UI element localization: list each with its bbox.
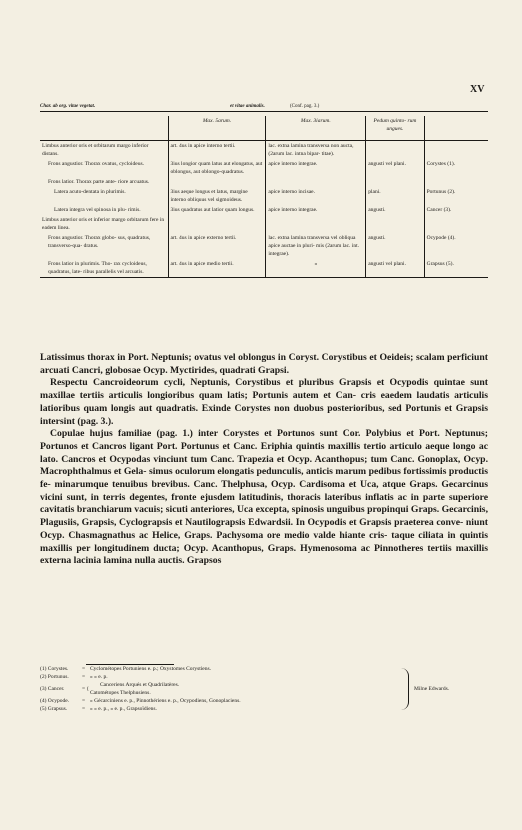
- footnote-text: Canceriens Arqués et Quadrilatères.: [100, 682, 180, 688]
- table-cell: 3ius longior quam latus aut elongatus, aut oblongus, aut oblongo-quadratus.: [168, 159, 266, 177]
- footnote-eq: =: [82, 666, 86, 672]
- table-cell: Latera integra vel spinosa in plu- rimis.: [54, 207, 141, 213]
- footnote-eq: = {: [82, 686, 90, 692]
- footnote-text: Catométopes Thelphusiens.: [90, 690, 151, 696]
- footnote-text: » » e. p.: [90, 674, 108, 680]
- footnote-number: (1) Corystes.: [40, 666, 69, 672]
- table-row: [40, 159, 488, 177]
- table-cell: Ocypode (4).: [424, 233, 488, 259]
- footnote-brace: [400, 668, 409, 710]
- table-cell: Cancer (3).: [424, 205, 488, 215]
- table-header: [424, 116, 488, 141]
- table-cell: apice interno integrae.: [266, 159, 366, 177]
- table-cell: [168, 215, 266, 233]
- footnote: [40, 673, 500, 681]
- paragraph: Copulae hujus familiae (pag. 1.) inter Corystes et Portunos sunt Cor. Polybius et Port. Neptunus; Portunos et Cancros ligant Port. Portunus et Canc. Eriphia quintis maxillis tertio articulo aeque longo ac lato. Cancros et Ocypodas vinciunt tum Canc. Trapezia et Ocyp. Acanthopus; tum Canc. Gonoplax, Ocyp. Macrophthalmus et Gela- simus oculorum elongatis pedunculis, anticis marum pedibus fortissimis productis fe- minarumque tenuibus brevibus. Canc. Thelphusa, Ocyp. Cardisoma et Uca, atque Graps. Gecarcinus vicini sunt, in terris degentes, fronte ejusdem latitudinis, thoracis lateribus inflatis ac in parte superiore cavitatis branchiarum vacuis; sicuti anteriores, Uca excepta, spinosis unguibus propinqui Graps. Gecarcinis, Plagusiis, Grapsis, Cyclograpsis et Nautilograpsis Edwardsii. In Ocypodis et Grapsis praeterea conve- niunt Ocyp. Chasmagnathus ac Helice, Graps. Pachysoma ore medio valde hiante cris- taque ciliata in quintis maxillis per longitudinem ducta; Ocyp. Acanthopus, Graps. Hymenosoma ac Pinnotheres tertiis maxillis externa lacinia lamina nulla auctis. Grapsos: [40, 428, 488, 567]
- footnote: [40, 705, 500, 713]
- paragraph: Latissimus thorax in Port. Neptunis; ovatus vel oblongus in Coryst. Corystibus et Oeideis; scalam perficiunt arcuati Cancri, globosae Ocyp. Myctirides, quadrati Grapsi.: [40, 352, 488, 376]
- table-header: Pedum quinto- rum ungues.: [366, 116, 424, 141]
- table-caption: [40, 104, 488, 112]
- page-number: XV: [470, 84, 485, 95]
- table-cell: art. 4us in apice medio tertii.: [168, 259, 266, 278]
- table-cell: Limbus anterior oris et inferior margo orbitarum fere in eadem linea.: [42, 217, 165, 231]
- footnote-number: (3) Cancer.: [40, 686, 65, 692]
- footnote: [40, 665, 500, 673]
- table-header: Max. 3iarum.: [266, 116, 366, 141]
- table-cell: Latera acuto-dentata in plurimis.: [54, 189, 126, 195]
- table-cell: [424, 141, 488, 160]
- table-cell: [366, 141, 424, 160]
- caption-mid: et vitae animalis.: [230, 104, 265, 109]
- body-text: [40, 352, 488, 568]
- footnote-eq: =: [82, 706, 86, 712]
- table-cell: [266, 215, 366, 233]
- table-cell: Frons angustior. Thorax ovatus, cycloideus.: [48, 161, 144, 167]
- table-cell: Frons latior in plurimis. Tho- rax cycloideus, quadratus, late- ribus parallelis vel arcuatis.: [40, 259, 168, 278]
- table-row: [40, 259, 488, 278]
- table-cell: angusti.: [366, 205, 424, 215]
- table-cell: Grapsus (5).: [424, 259, 488, 278]
- table-cell: Frons angustior. Thorax globo- sus, quadratus, transverso-qua- dratus.: [48, 235, 151, 249]
- caption-left: Char. ab org. vitae vegetat.: [40, 104, 96, 109]
- table-row: [40, 215, 488, 233]
- footnote-number: (5) Grapsus.: [40, 706, 68, 712]
- footnote-number: (4) Ocypode.: [40, 698, 70, 704]
- table-cell: art. 4us in apice interno tertii.: [168, 141, 266, 160]
- caption-conf: (Conf. pag. 3.): [290, 104, 320, 109]
- table-header-row: [40, 116, 488, 141]
- table-row: [40, 233, 488, 259]
- footnote-number: (2) Portunus.: [40, 674, 69, 680]
- table-row: [40, 141, 488, 160]
- table-cell: angusti.: [366, 233, 424, 259]
- footnote-eq: =: [82, 698, 86, 704]
- footnote-text: » » e. p., » e. p., Grapsoïdiens.: [90, 706, 157, 712]
- footnote-text: » Gécarciniens e. p., Pinnothériens e. p., Ocypodiens, Gonoplaciens.: [90, 698, 241, 704]
- footnote-eq: =: [82, 674, 86, 680]
- footnote: [40, 697, 500, 705]
- table-cell: 3ius quadratus aut latior quam longus.: [168, 205, 266, 215]
- table-header: [40, 116, 168, 141]
- table-cell: »: [266, 259, 366, 278]
- table-cell: [168, 177, 266, 187]
- table-cell: [366, 215, 424, 233]
- table-cell: [266, 177, 366, 187]
- table-cell: art. 4us in apice externo tertii.: [168, 233, 266, 259]
- table-cell: [424, 215, 488, 233]
- footnote-text: Cyclométopes Portuniens e. p.; Oxystomes Corystiens.: [90, 666, 211, 672]
- table-cell: plani.: [366, 187, 424, 205]
- table-cell: [366, 177, 424, 187]
- table-cell: Frons latior. Thorax parte ante- riore arcuatus.: [48, 179, 150, 185]
- table-cell: Corystes (1).: [424, 159, 488, 177]
- table-row: [40, 177, 488, 187]
- table-row: [40, 187, 488, 205]
- table-cell: lac. extna lamina transversa vel obliqua apice auctae in pluri- mis (2arum lac. int. integrae).: [266, 233, 366, 259]
- table-row: [40, 205, 488, 215]
- paragraph: Respectu Cancroideorum cycli, Neptunis, Corystibus et pluribus Grapsis et Ocypodis quintae sunt maxillae tertiis articulis longioribus quam latis; Portunis autem et Can- cris eaedem laudatis articulis latioribus quam longis aut quadratis. Exinde Corystes non duobus posterioribus, sed Portunis et Grapsis intersint (pag. 3.).: [40, 377, 488, 427]
- table-cell: 3ius aeque longus et latus, margine interno obliquus vel sigmoideus.: [168, 187, 266, 205]
- table-cell: apice interno integrae.: [266, 205, 366, 215]
- classification-table: [40, 116, 488, 278]
- table-cell: Limbus anterior oris et orbitarum margo inferior distans.: [42, 143, 149, 157]
- table-cell: [424, 177, 488, 187]
- table-cell: Portunus (2).: [424, 187, 488, 205]
- table-cell: angusti vel plani.: [366, 159, 424, 177]
- table-header: Max. 5arum.: [168, 116, 266, 141]
- table-cell: angusti vel plani.: [366, 259, 424, 278]
- table-cell: lac. extna lamina transversa non aucta, (2arum lac. intna bipar- titae).: [266, 141, 366, 160]
- footnote-author: Milne Edwards.: [414, 686, 450, 692]
- table-cell: apice interno incisae.: [266, 187, 366, 205]
